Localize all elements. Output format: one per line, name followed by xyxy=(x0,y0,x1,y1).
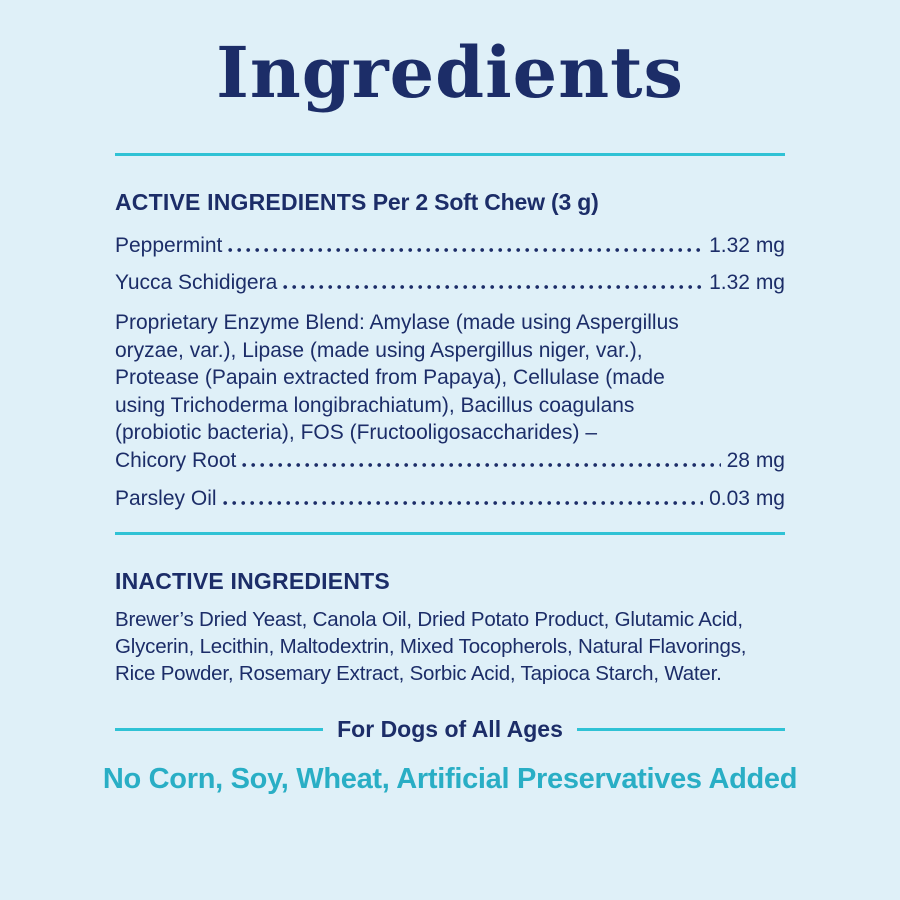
ingredient-name: Peppermint xyxy=(115,234,223,257)
ages-left-rule xyxy=(115,728,323,731)
no-additives-claim: No Corn, Soy, Wheat, Artificial Preservatives Added xyxy=(102,763,798,795)
blend-text-line: Protease (Papain extracted from Papaya), Cellulase (made xyxy=(115,366,665,389)
inactive-ingredients-heading-label: INACTIVE INGREDIENTS xyxy=(115,568,390,594)
inactive-ingredients-list xyxy=(115,606,785,687)
dot-leader xyxy=(283,284,703,290)
inactive-text-line: Rice Powder, Rosemary Extract, Sorbic Acid, Tapioca Starch, Water. xyxy=(115,662,722,685)
ingredient-name: Parsley Oil xyxy=(115,487,217,510)
ingredient-row-parsley-oil xyxy=(115,485,785,512)
proprietary-enzyme-blend xyxy=(115,309,785,474)
ingredient-amount: 0.03 mg xyxy=(709,487,785,510)
inactive-text-line: Brewer’s Dried Yeast, Canola Oil, Dried Potato Product, Glutamic Acid, xyxy=(115,608,743,631)
ingredient-amount: 28 mg xyxy=(726,448,785,472)
page-title: Ingredients xyxy=(216,31,684,114)
active-ingredients-heading xyxy=(115,189,785,216)
ages-banner xyxy=(115,716,785,743)
ingredient-row-peppermint xyxy=(115,232,785,259)
inactive-text-line: Glycerin, Lecithin, Maltodextrin, Mixed Tocopherols, Natural Flavorings, xyxy=(115,635,747,658)
dot-leader xyxy=(223,500,704,506)
blend-text-line: Proprietary Enzyme Blend: Amylase (made using Aspergillus xyxy=(115,311,679,334)
active-ingredients-heading-label: ACTIVE INGREDIENTS xyxy=(115,189,367,215)
top-divider xyxy=(115,153,785,156)
ingredient-amount: 1.32 mg xyxy=(709,234,785,257)
dot-leader xyxy=(228,247,703,253)
middle-divider xyxy=(115,532,785,535)
ingredient-name: Yucca Schidigera xyxy=(115,271,278,294)
ingredient-amount: 1.32 mg xyxy=(709,271,785,294)
dot-leader xyxy=(242,462,720,468)
ingredient-name: Chicory Root xyxy=(115,448,237,472)
blend-text-line: using Trichoderma longibrachiatum), Bacillus coagulans xyxy=(115,393,635,417)
blend-text-line: oryzae, var.), Lipase (made using Aspergillus niger, var.), xyxy=(115,338,643,362)
ages-right-rule xyxy=(577,728,785,731)
ages-label: For Dogs of All Ages xyxy=(337,716,563,742)
inactive-ingredients-heading xyxy=(115,568,785,595)
ingredient-row-chicory-root xyxy=(115,447,785,475)
serving-size-label: Per 2 Soft Chew (3 g) xyxy=(372,189,599,215)
ingredient-row-yucca xyxy=(115,269,785,296)
blend-text-line: (probiotic bacteria), FOS (Fructooligosaccharides) – xyxy=(115,421,598,444)
